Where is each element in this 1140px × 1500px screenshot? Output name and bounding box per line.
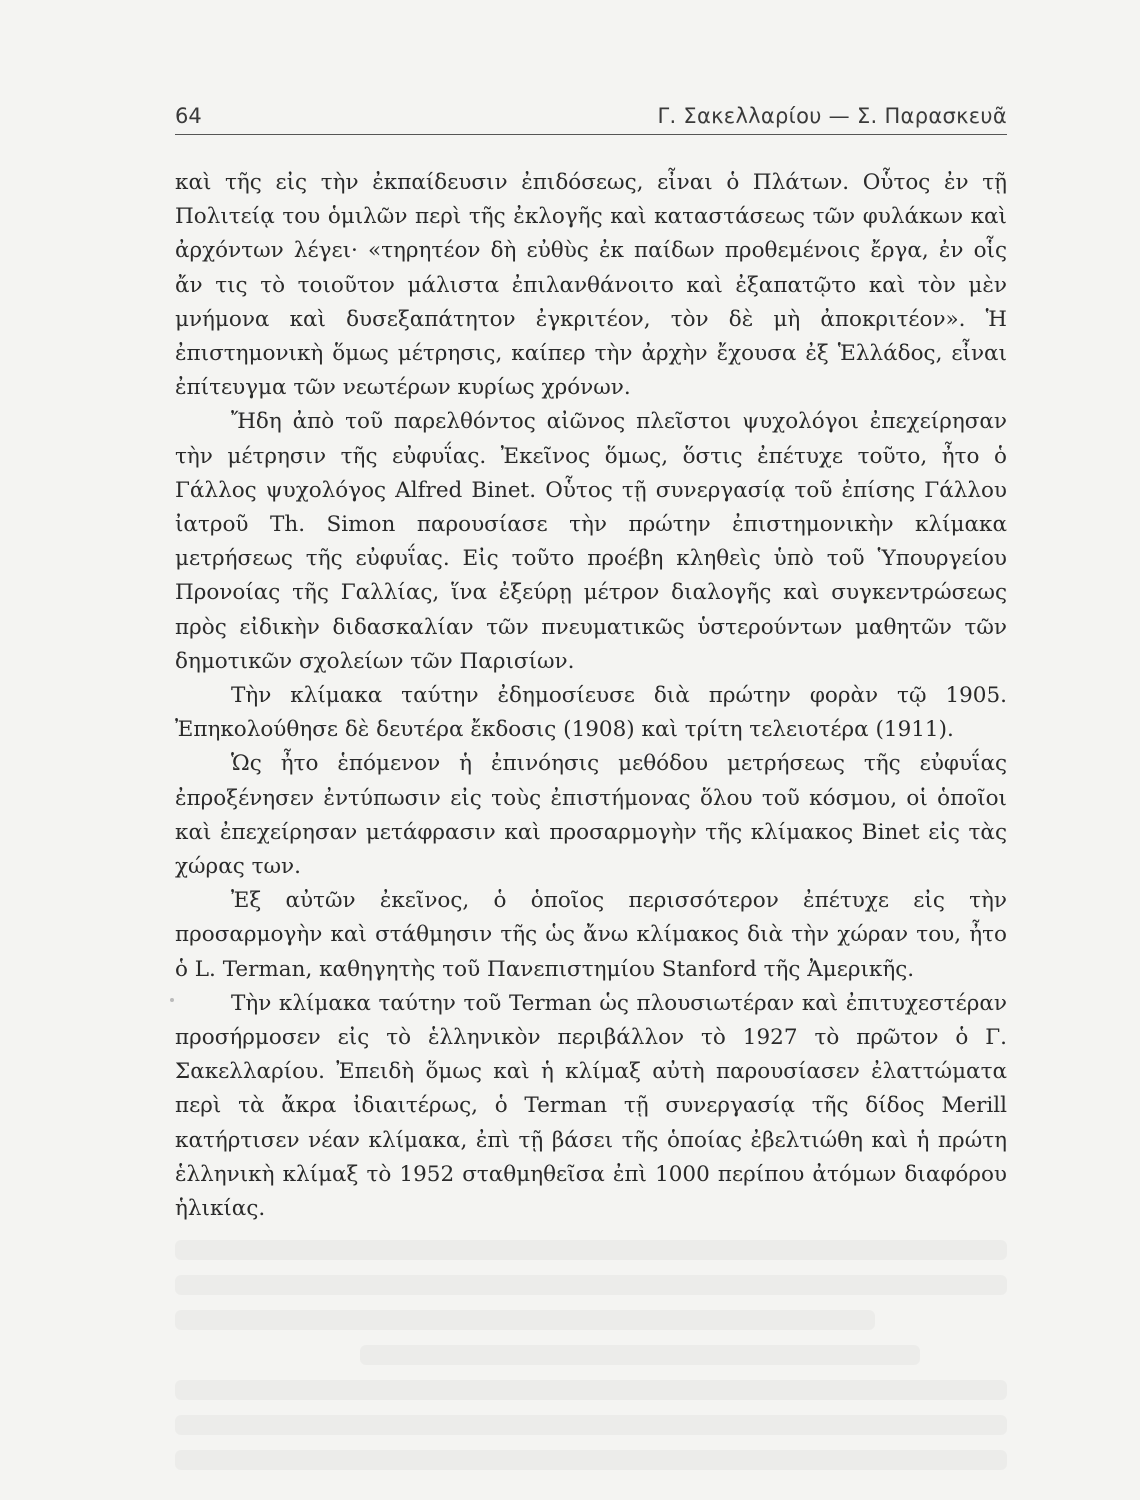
paragraph: Ὡς ἦτο ἑπόμενον ἡ ἐπινόησις μεθόδου μετρήσεως τῆς εὐφυΐας ἐπροξένησεν ἐντύπωσιν εἰς τοὺς ἐπιστήμονας ὅλου τοῦ κόσμου, οἱ ὁποῖοι καὶ ἐπεχείρησαν μετάφρασιν καὶ προσαρμογὴν τῆς κλίμακος Binet εἰς τὰς χώρας των. bbox=[175, 751, 1007, 880]
bleed-through-mark bbox=[360, 1345, 920, 1365]
paper-speck bbox=[170, 998, 174, 1002]
header-rule bbox=[175, 134, 1007, 135]
paragraph: Ἤδη ἀπὸ τοῦ παρελθόντος αἰῶνος πλεῖστοι ψυχολόγοι ἐπεχείρησαν τὴν μέτρησιν τῆς εὐφυΐας. Ἐκεῖνος ὅμως, ὅστις ἐπέτυχε τοῦτο, ἦτο ὁ Γάλλος ψυχολόγος Alfred Binet. Οὗτος τῇ συνεργασίᾳ τοῦ ἐπίσης Γάλλου ἰατροῦ Th. Simon παρουσίασε τὴν πρώτην ἐπιστημονικὴν κλίμακα μετρήσεως τῆς εὐφυΐας. Εἰς τοῦτο προέβη κληθεὶς ὑπὸ τοῦ Ὑπουργείου Προνοίας τῆς Γαλλίας, ἵνα ἐξεύρῃ μέτρον διαλογῆς καὶ συγκεντρώσεως πρὸς εἰδικὴν διδασκαλίαν τῶν πνευματικῶς ὑστερούντων μαθητῶν τῶν δημοτικῶν σχολείων τῶν Παρισίων. bbox=[175, 409, 1007, 674]
bleed-through-mark bbox=[175, 1275, 1007, 1295]
running-head bbox=[175, 98, 1007, 132]
bleed-through-mark bbox=[175, 1450, 1007, 1470]
bleed-through-mark bbox=[175, 1415, 1007, 1435]
running-head-authors: Γ. Σακελλαρίου — Σ. Παρασκευᾶ bbox=[657, 104, 1007, 128]
page-number: 64 bbox=[175, 104, 202, 128]
bleed-through-mark bbox=[175, 1310, 875, 1330]
bleed-through-mark bbox=[175, 1380, 1007, 1400]
paragraph: καὶ τῆς εἰς τὴν ἐκπαίδευσιν ἐπιδόσεως, εἶναι ὁ Πλάτων. Οὗτος ἐν τῇ Πολιτείᾳ του ὁμιλῶν περὶ τῆς ἐκλογῆς καὶ καταστάσεως τῶν φυλάκων καὶ ἀρχόντων λέγει· «τηρητέον δὴ εὐθὺς ἐκ παίδων προθεμένοις ἔργα, ἐν οἷς ἄν τις τὸ τοιοῦτον μάλιστα ἐπιλανθάνοιτο καὶ ἐξαπατῷτο καὶ τὸν μὲν μνήμονα καὶ δυσεξαπάτητον ἐγκριτέον, τὸν δὲ μὴ ἀποκριτέον». Ἡ ἐπιστημονικὴ ὅμως μέτρησις, καίπερ τὴν ἀρχὴν ἔχουσα ἐξ Ἑλλάδος, εἶναι ἐπίτευγμα τῶν νεωτέρων κυρίως χρόνων. bbox=[175, 170, 1007, 401]
paragraph: Ἐξ αὐτῶν ἐκεῖνος, ὁ ὁποῖος περισσότερον ἐπέτυχε εἰς τὴν προσαρμογὴν καὶ στάθμησιν τῆς ὡς ἄνω κλίμακος διὰ τὴν χώραν του, ἦτο ὁ L. Terman, καθηγητὴς τοῦ Πανεπιστημίου Stanford τῆς Ἀμερικῆς. bbox=[175, 888, 1007, 982]
paragraph: Τὴν κλίμακα ταύτην ἐδημοσίευσε διὰ πρώτην φορὰν τῷ 1905. Ἐπηκολούθησε δὲ δευτέρα ἔκδοσις (1908) καὶ τρίτη τελειοτέρα (1911). bbox=[175, 683, 1007, 743]
bleed-through-mark bbox=[175, 1240, 1007, 1260]
paragraph: Τὴν κλίμακα ταύτην τοῦ Terman ὡς πλουσιωτέραν καὶ ἐπιτυχεστέραν προσήρμοσεν εἰς τὸ ἑλληνικὸν περιβάλλον τὸ 1927 τὸ πρῶτον ὁ Γ. Σακελλαρίου. Ἐπειδὴ ὅμως καὶ ἡ κλίμαξ αὐτὴ παρουσίασεν ἐλαττώματα περὶ τὰ ἄκρα ἰδιαιτέρως, ὁ Terman τῇ συνεργασίᾳ τῆς δίδος Merill κατήρτισεν νέαν κλίμακα, ἐπὶ τῇ βάσει τῆς ὁποίας ἐβελτιώθη καὶ ἡ πρώτη ἑλληνικὴ κλίμαξ τὸ 1952 σταθμηθεῖσα ἐπὶ 1000 περίπου ἀτόμων διαφόρου ἡλικίας. bbox=[175, 990, 1007, 1222]
body-text bbox=[175, 166, 1007, 1226]
